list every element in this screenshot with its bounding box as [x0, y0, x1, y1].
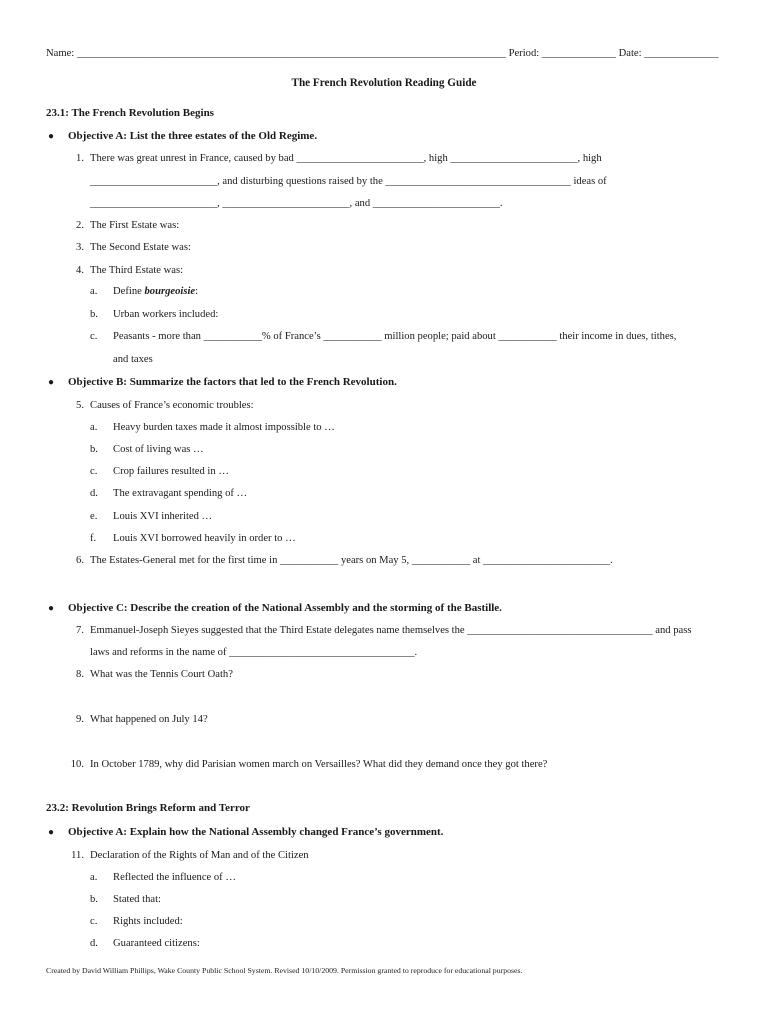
question-5f: Louis XVI borrowed heavily in order to … — [113, 533, 296, 544]
item-letter-f: f. — [90, 533, 97, 544]
question-4a-suffix: : — [195, 286, 199, 297]
objective-a-government: Objective A: Explain how the National Assembly changed France’s government. — [68, 826, 444, 838]
item-number-7: 7. — [76, 625, 84, 636]
question-4c-line-1: Peasants - more than ___________% of France’s ___________ million people; paid about ___________ their income in dues, tithes, — [113, 331, 677, 342]
question-5d: The extravagant spending of … — [113, 488, 248, 499]
item-letter-b: b. — [90, 309, 98, 320]
item-number-9: 9. — [76, 714, 84, 725]
footer-credit: Created by David William Phillips, Wake County Public School System. Revised 10/10/2009. Permission granted to reproduce for educational purposes. — [46, 966, 523, 975]
question-11b: Stated that: — [113, 894, 161, 905]
question-5e: Louis XVI inherited … — [113, 511, 213, 522]
bullet-icon: ● — [48, 377, 55, 388]
question-5: Causes of France’s economic troubles: — [90, 400, 254, 411]
item-letter-d: d. — [90, 938, 98, 949]
bullet-icon: ● — [48, 827, 55, 838]
item-number-5: 5. — [76, 400, 84, 411]
question-11d: Guaranteed citizens: — [113, 938, 200, 949]
question-8: What was the Tennis Court Oath? — [90, 669, 233, 680]
item-number-6: 6. — [76, 555, 84, 566]
item-letter-c: c. — [90, 466, 98, 477]
item-letter-a: a. — [90, 286, 98, 297]
item-letter-e: e. — [90, 511, 98, 522]
section-heading-23-2: 23.2: Revolution Brings Reform and Terror — [46, 802, 250, 814]
objective-c-national-assembly: Objective C: Describe the creation of the National Assembly and the storming of the Bastille. — [68, 602, 502, 614]
question-5a: Heavy burden taxes made it almost impossible to … — [113, 422, 335, 433]
question-1-line-3: ________________________, ________________________, and ________________________. — [90, 198, 503, 209]
question-4b: Urban workers included: — [113, 309, 219, 320]
page-title: The French Revolution Reading Guide — [291, 77, 477, 89]
section-heading-23-1: 23.1: The French Revolution Begins — [46, 107, 214, 119]
question-11: Declaration of the Rights of Man and of the Citizen — [90, 850, 309, 861]
item-number-3: 3. — [76, 242, 84, 253]
question-4c-line-2: and taxes — [113, 354, 153, 365]
question-1-line-2: ________________________, and disturbing questions raised by the ___________________________________ ideas of — [90, 176, 607, 187]
item-number-4: 4. — [76, 265, 84, 276]
item-letter-d: d. — [90, 488, 98, 499]
question-4: The Third Estate was: — [90, 265, 184, 276]
item-number-10: 10. — [70, 759, 84, 770]
item-letter-c: c. — [90, 916, 98, 927]
bullet-icon: ● — [48, 603, 55, 614]
question-7-line-1: Emmanuel-Joseph Sieyes suggested that the Third Estate delegates name themselves the ___________________________________ and pass — [90, 625, 692, 636]
question-5c: Crop failures resulted in … — [113, 466, 229, 477]
item-letter-a: a. — [90, 422, 98, 433]
question-10: In October 1789, why did Parisian women march on Versailles? What did they demand once they got there? — [90, 759, 548, 770]
item-number-1: 1. — [76, 153, 84, 164]
question-6: The Estates-General met for the first time in ___________ years on May 5, ___________ at ________________________. — [90, 555, 613, 566]
bullet-icon: ● — [48, 131, 55, 142]
question-5b: Cost of living was … — [113, 444, 204, 455]
item-letter-c: c. — [90, 331, 98, 342]
item-number-8: 8. — [76, 669, 84, 680]
question-9: What happened on July 14? — [90, 714, 208, 725]
objective-a-estates: Objective A: List the three estates of the Old Regime. — [68, 130, 318, 142]
objective-b-factors: Objective B: Summarize the factors that led to the French Revolution. — [68, 376, 397, 388]
item-letter-b: b. — [90, 894, 98, 905]
item-letter-b: b. — [90, 444, 98, 455]
question-11c: Rights included: — [113, 916, 183, 927]
item-number-11: 11. — [71, 850, 84, 861]
item-number-2: 2. — [76, 220, 84, 231]
name-period-date-line: Name: _________________________________________________________________________________ Period: ______________ Date: ______________ — [46, 48, 719, 59]
question-2: The First Estate was: — [90, 220, 180, 231]
question-4a-prefix: Define — [113, 286, 145, 297]
term-bourgeoisie: bourgeoisie — [144, 286, 196, 297]
question-4a — [113, 286, 198, 297]
item-letter-a: a. — [90, 872, 98, 883]
question-7-line-2: laws and reforms in the name of ___________________________________. — [90, 647, 418, 658]
question-3: The Second Estate was: — [90, 242, 191, 253]
question-11a: Reflected the influence of … — [113, 872, 236, 883]
question-1-line-1: There was great unrest in France, caused by bad ________________________, high ________________________, high — [90, 153, 602, 164]
